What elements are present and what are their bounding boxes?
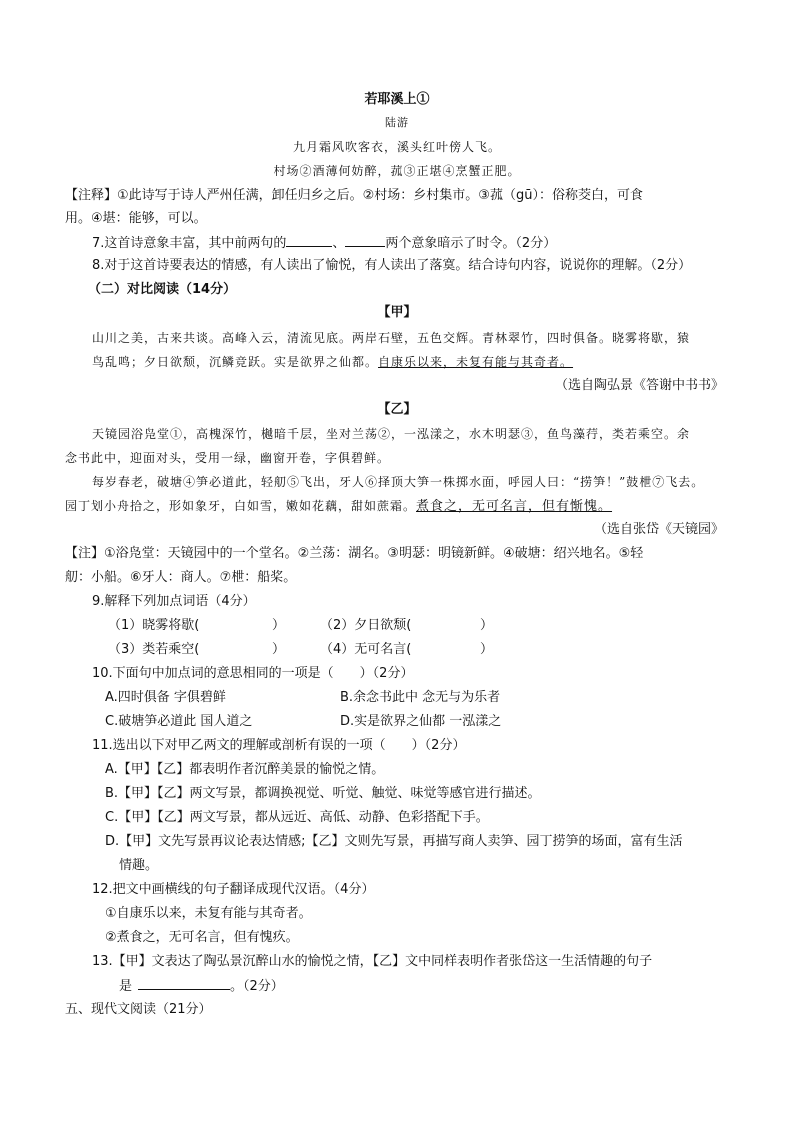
- question-7-suffix: 两个意象暗示了时令。（2分）: [385, 236, 557, 251]
- passage-yi-underlined-sentence: 煮食之，无可名言，但有惭愧。: [416, 499, 613, 514]
- passage-yi-heading: 【乙】: [377, 402, 417, 417]
- question-10-stem: 10.下面句中加点词的意思相同的一项是（ ）（2分）: [92, 666, 414, 681]
- question-11-option-b[interactable]: B.【甲】【乙】两文写景，都调换视觉、听觉、触觉、味觉等感官进行描述。: [105, 786, 541, 801]
- poem-line-1: 九月霜风吹客衣，溪头红叶傍人飞。: [292, 140, 501, 154]
- question-9-item-4: （4）无可名言(: [320, 642, 412, 657]
- passage-jia-line-2-text: 鸟乱鸣；夕日欲颓，沉鳞竞跃。实是欲界之仙都。: [92, 355, 379, 369]
- question-9-stem: 9.解释下列加点词语（4分）: [92, 594, 256, 609]
- passage-yi-source: （选自张岱《天镜园》: [593, 522, 724, 537]
- question-12-stem: 12.把文中画横线的句子翻译成现代汉语。（4分）: [92, 882, 375, 897]
- question-13-line-2: [119, 977, 284, 996]
- passage-jia-heading: 【甲】: [377, 305, 417, 320]
- question-11-option-d-continued: 情趣。: [119, 858, 159, 873]
- answer-blank-7b[interactable]: [345, 234, 385, 247]
- question-10-option-b[interactable]: B.余念书此中 念无与为乐者: [340, 690, 501, 705]
- question-9-item-2-close: ）: [480, 618, 494, 633]
- poem-notes-line-1: 【注释】①此诗写于诗人严州任满，卸任归乡之后。②村场：乡村集市。③菰（gū）：俗称茭白，可食: [65, 188, 643, 203]
- question-13-prefix: 是: [119, 979, 133, 994]
- question-13-line-1: 13.【甲】文表达了陶弘景沉醉山水的愉悦之情，【乙】文中同样表明作者张岱这一生活情趣的句子: [92, 954, 653, 969]
- question-9-item-1-close: ）: [272, 618, 286, 633]
- passage-jia-underlined-sentence: 自康乐以来，未复有能与其奇者。: [378, 355, 574, 369]
- question-10-option-d[interactable]: D.实是欲界之仙都 一泓漾之: [340, 714, 502, 729]
- passage-yi-line-3: 每岁春老，破塘④笋必道此，轻舠⑤飞出，牙人⑥择顶大笋一株掷水面，呼园人曰：“捞笋！”鼓枻⑦飞去。: [92, 475, 705, 489]
- question-11-stem: 11.选出以下对甲乙两文的理解或剖析有误的一项（ ）（2分）: [92, 738, 466, 753]
- question-13-suffix: 。（2分）: [230, 979, 284, 994]
- passage-yi-line-4-text: 园丁划小舟拾之，形如象牙，白如雪，嫩如花藕，甜如蔗霜。: [65, 499, 417, 513]
- question-9-item-4-close: ）: [480, 642, 494, 657]
- question-12-sentence-1: ①自康乐以来，未复有能与其奇者。: [105, 906, 312, 921]
- question-11-option-d[interactable]: D.【甲】文先写景再议论表达情感;【乙】文则先写景，再描写商人卖笋、园丁捞笋的场面，富有生活: [105, 834, 683, 849]
- passage-jia-line-2: [92, 353, 573, 371]
- passage-yi-line-4: [65, 497, 612, 516]
- question-8: 8.对于这首诗要表达的情感，有人读出了愉悦，有人读出了落寞。结合诗句内容，说说你的理解。（2分）: [92, 258, 692, 273]
- passage-yi-notes-line-1: 【注】①浴凫堂：天镜园中的一个堂名。②兰荡：湖名。③明瑟：明镜新鲜。④破塘：绍兴地名。⑤轻: [65, 546, 644, 561]
- poem-author: 陆游: [385, 116, 409, 129]
- question-7: [92, 234, 556, 253]
- answer-blank-7a[interactable]: [286, 234, 332, 247]
- passage-yi-notes-line-2: 舠：小船。⑥牙人：商人。⑦枻：船桨。: [65, 570, 297, 585]
- passage-yi-line-2: 念书此中，迎面对头，受用一绿，幽窗开卷，字俱碧鲜。: [65, 451, 391, 465]
- question-9-item-3: （3）类若乘空(: [108, 642, 200, 657]
- passage-jia-line-1: 山川之美，古来共谈。高峰入云，清流见底。两岸石壁，五色交辉。青林翠竹，四时俱备。晓雾将歇，猿: [92, 331, 691, 345]
- answer-blank-13[interactable]: [138, 977, 230, 990]
- question-9-item-3-close: ）: [272, 642, 286, 657]
- question-7-sep: 、: [332, 236, 346, 251]
- poem-notes-line-2: 用。④堪：能够，可以。: [65, 211, 207, 226]
- question-10-option-a[interactable]: A.四时俱备 字俱碧鲜: [105, 690, 226, 705]
- question-11-option-a[interactable]: A.【甲】【乙】都表明作者沉醉美景的愉悦之情。: [105, 762, 385, 777]
- question-11-option-c[interactable]: C.【甲】【乙】两文写景，都从远近、高低、动静、色彩搭配下手。: [105, 810, 489, 825]
- question-10-option-c[interactable]: C.破塘笋必道此 国人道之: [105, 714, 253, 729]
- question-9-item-2: （2）夕日欲颓(: [320, 618, 412, 633]
- question-7-prefix: 7.这首诗意象丰富，其中前两句的: [92, 236, 287, 251]
- poem-title: 若耶溪上①: [364, 92, 430, 107]
- question-12-sentence-2: ②煮食之，无可名言，但有愧疚。: [105, 930, 299, 945]
- section-2-heading: （二）对比阅读（14分）: [88, 282, 237, 297]
- poem-line-2: 村场②酒薄何妨醉，菰③正堪④烹蟹正肥。: [273, 164, 521, 178]
- question-9-item-1: （1）晓雾将歇(: [108, 618, 200, 633]
- section-5-heading: 五、现代文阅读（21分）: [65, 1002, 212, 1017]
- passage-jia-source: （选自陶弘景《答谢中书书》: [554, 378, 724, 393]
- passage-yi-line-1: 天镜园浴凫堂①，高槐深竹，樾暗千层，坐对兰荡②，一泓漾之，水木明瑟③，鱼鸟藻荇，类若乘空。余: [92, 427, 691, 441]
